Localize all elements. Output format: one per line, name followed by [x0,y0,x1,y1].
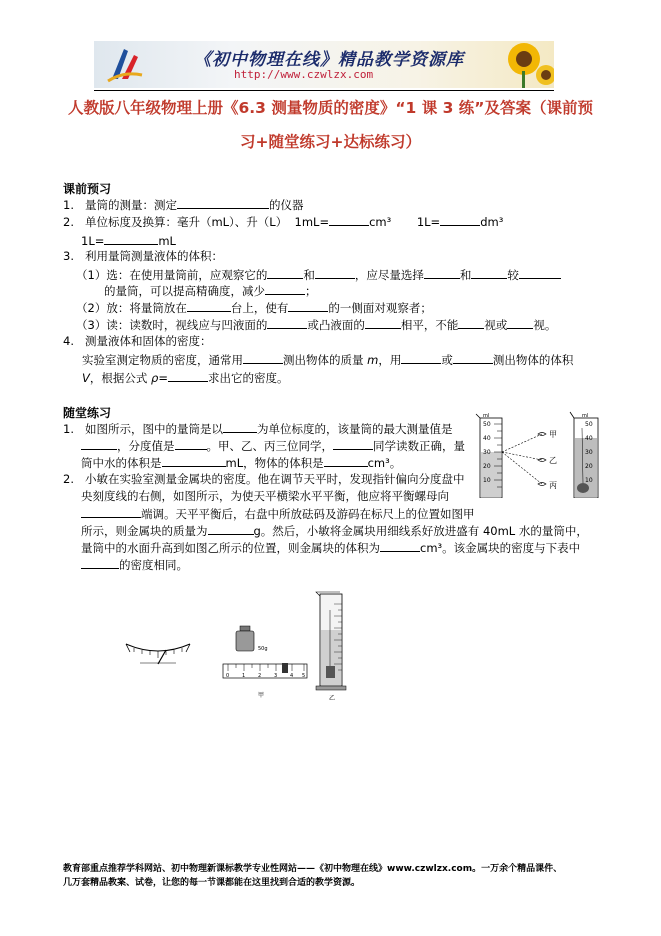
sight-lines [502,434,542,484]
page-title-line2: 习+随堂练习+达标练习） [240,133,421,151]
preview-q2: 2. 单位标度及换算：毫升（mL）、升（L） 1mL= cm³ 1L= dm³ [63,215,504,229]
ruler-tick-label: 2 [258,673,262,679]
practice-p2-b: 央刻度线的右侧，如图所示，为使天平横梁水平平衡，他应将平衡螺母向 [81,489,449,503]
object-in-cylinder [577,483,589,493]
footer [63,862,643,890]
sunflower-image [494,41,554,88]
banner-title: 《初中物理在线》精品教学资源库 [194,50,464,70]
cyl1-tick-label: 30 [483,449,491,456]
preview-q3-1-cont: 的量筒，可以提高精确度，减少 ； [104,284,317,298]
weight-label: 50g [258,646,268,652]
ruler-tick-label: 3 [274,673,278,679]
weight-50g [236,626,268,652]
practice-p2-a: 2. 小敏在实验室测量金属块的密度。他在调节天平时，发现指针偏向分度盘中 [63,472,465,486]
header-banner [94,41,554,88]
cyl2-tick-label: 20 [585,463,593,470]
preview-q3-3: （3）读：读数时，视线应与凹液面的 或凸液面的 相平，不能 视或 视。 [76,318,557,332]
practice-p2-c: 端调。天平平衡后，右盘中所放砝码及游码在标尺上的位置如图甲 [81,505,475,522]
graduated-cylinder-left [476,413,502,498]
cyl1-tick-label: 20 [483,463,491,470]
preview-q4-b: V，根据公式 ρ= 求出它的密度。 [82,371,289,385]
section-preview-heading: 课前预习 [63,182,112,196]
practice-p2-f: 的密度相同。 [81,556,188,573]
figure-label-jia: 甲 [258,692,265,699]
page-title-line1: 人教版八年级物理上册《6.3 测量物质的密度》“1 课 3 练”及答案（课前预 [68,99,593,117]
cyl2-tick-label: 40 [585,435,593,442]
cyl2-tick-label: 50 [585,421,593,428]
cyl2-tick-label: 10 [585,477,593,484]
preview-q4-a: 实验室测定物质的密度，通常用 测出物体的质量 m，用 或 测出物体的体积 [82,353,574,367]
section-practice-heading: 随堂练习 [63,406,112,420]
cyl1-tick-label: 50 [483,421,491,428]
cyl1-unit-label: ml [483,413,490,419]
practice-p1-c: 筒中水的体积是 mL，物体的体积是 cm³。 [81,456,402,470]
cyl2-unit-label: ml [582,413,589,419]
observer-label-yi: 乙 [549,456,557,465]
balance-pointer [158,650,166,664]
eye-icon [538,433,546,486]
mass-scale-figure [220,622,310,700]
cyl1-tick-label: 40 [483,435,491,442]
ruler-tick-label: 5 [302,673,306,679]
ruler-tick-label: 0 [226,673,230,679]
cyl2-tick-label: 30 [585,449,593,456]
balance-dial-figure [120,636,196,666]
preview-q3-head: 3. 利用量筒测量液体的体积： [63,249,223,263]
practice-p2-e: 量筒中的水面升高到如图乙所示的位置，则金属块的体积为 cm³。该金属块的密度与下表中 [81,541,581,555]
graduated-cylinder-right [570,412,598,498]
preview-q4-head: 4. 测量液体和固体的密度： [63,334,212,348]
ruler-tick-label: 1 [242,673,246,679]
header-rule [94,90,554,91]
practice-p1-a: 1. 如图所示，图中的量筒是以 为单位标度的，该量筒的最大测量值是 [63,422,453,436]
ruler-tick-label: 4 [290,673,294,679]
cylinder-yi-figure [312,590,356,702]
preview-q2-cont: 1L= mL [81,234,176,248]
preview-q1: 1. 量筒的测量：测定 的仪器 [63,198,304,212]
banner-url[interactable]: http://www.czwlzx.com [234,68,374,81]
rider [282,663,288,673]
cylinder-figure [470,408,610,498]
observer-label-bing: 丙 [549,481,557,490]
observer-label-jia: 甲 [549,430,557,439]
figure-label-yi: 乙 [329,695,336,702]
preview-q3-1: （1）选：在使用量筒前，应观察它的 和 ，应尽量选择 和 较 [76,266,561,283]
footer-line1: 教育部重点推荐学科网站、初中物理新课标教学专业性网站——《初中物理在线》www.czwlzx.com。一万余个精品课件、 [63,864,563,874]
metal-block [326,666,335,678]
rider-scale [223,663,307,679]
practice-p2-d: 所示，则金属块的质量为 g。然后，小敏将金属块用细线系好放进盛有 40mL 水的量筒中， [81,524,588,538]
cyl1-tick-label: 10 [483,477,491,484]
site-logo [104,45,144,85]
practice-p1-b: ，分度值是 。甲、乙、丙三位同学， 同学读数正确，量 [81,437,465,454]
preview-q3-2: （2）放：将量筒放在 台上，使有 的一侧面对观察者； [76,301,432,315]
footer-line2: 几万套精品教案、试卷，让您的每一节课都能在这里找到合适的教学资源。 [63,878,361,888]
